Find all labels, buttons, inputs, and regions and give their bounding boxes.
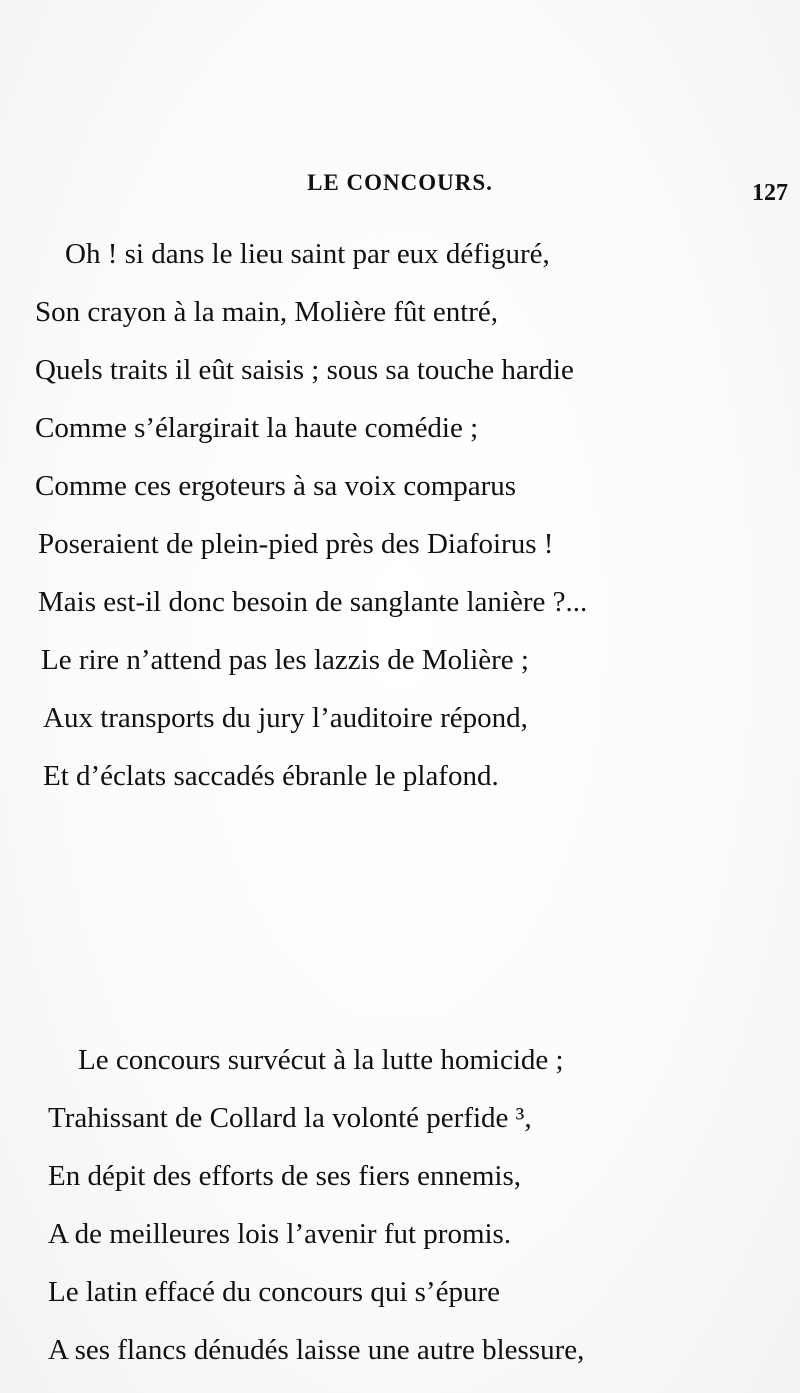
verse-line: Le concours survécut à la lutte homicide ;	[78, 1044, 564, 1076]
verse-line: Son crayon à la main, Molière fût entré,	[35, 296, 499, 328]
verse-line: Poseraient de plein-pied près des Diafoirus !	[38, 528, 554, 560]
verse-line: Aux transports du jury l’auditoire répond,	[43, 702, 528, 734]
running-header: LE CONCOURS.	[307, 170, 493, 195]
verse-line: Quels traits il eût saisis ; sous sa touche hardie	[35, 354, 574, 386]
verse-line: Mais est-il donc besoin de sanglante lanière ?...	[38, 586, 588, 618]
verse-line: Comme s’élargirait la haute comédie ;	[35, 412, 479, 444]
verse-line: Trahissant de Collard la volonté perfide ³,	[48, 1102, 532, 1134]
verse-line: A ses flancs dénudés laisse une autre blessure,	[48, 1334, 585, 1366]
verse-line: A de meilleures lois l’avenir fut promis.	[48, 1218, 512, 1250]
page-number: 127	[752, 180, 788, 206]
verse-line: Le rire n’attend pas les lazzis de Molière ;	[41, 644, 529, 676]
verse-line: Comme ces ergoteurs à sa voix comparus	[35, 470, 517, 502]
verse-line: Oh ! si dans le lieu saint par eux défiguré,	[65, 238, 550, 270]
verse-line: Et d’éclats saccadés ébranle le plafond.	[43, 760, 499, 792]
verse-line: Le latin effacé du concours qui s’épure	[48, 1276, 500, 1308]
verse-line: En dépit des efforts de ses fiers ennemis,	[48, 1160, 522, 1192]
